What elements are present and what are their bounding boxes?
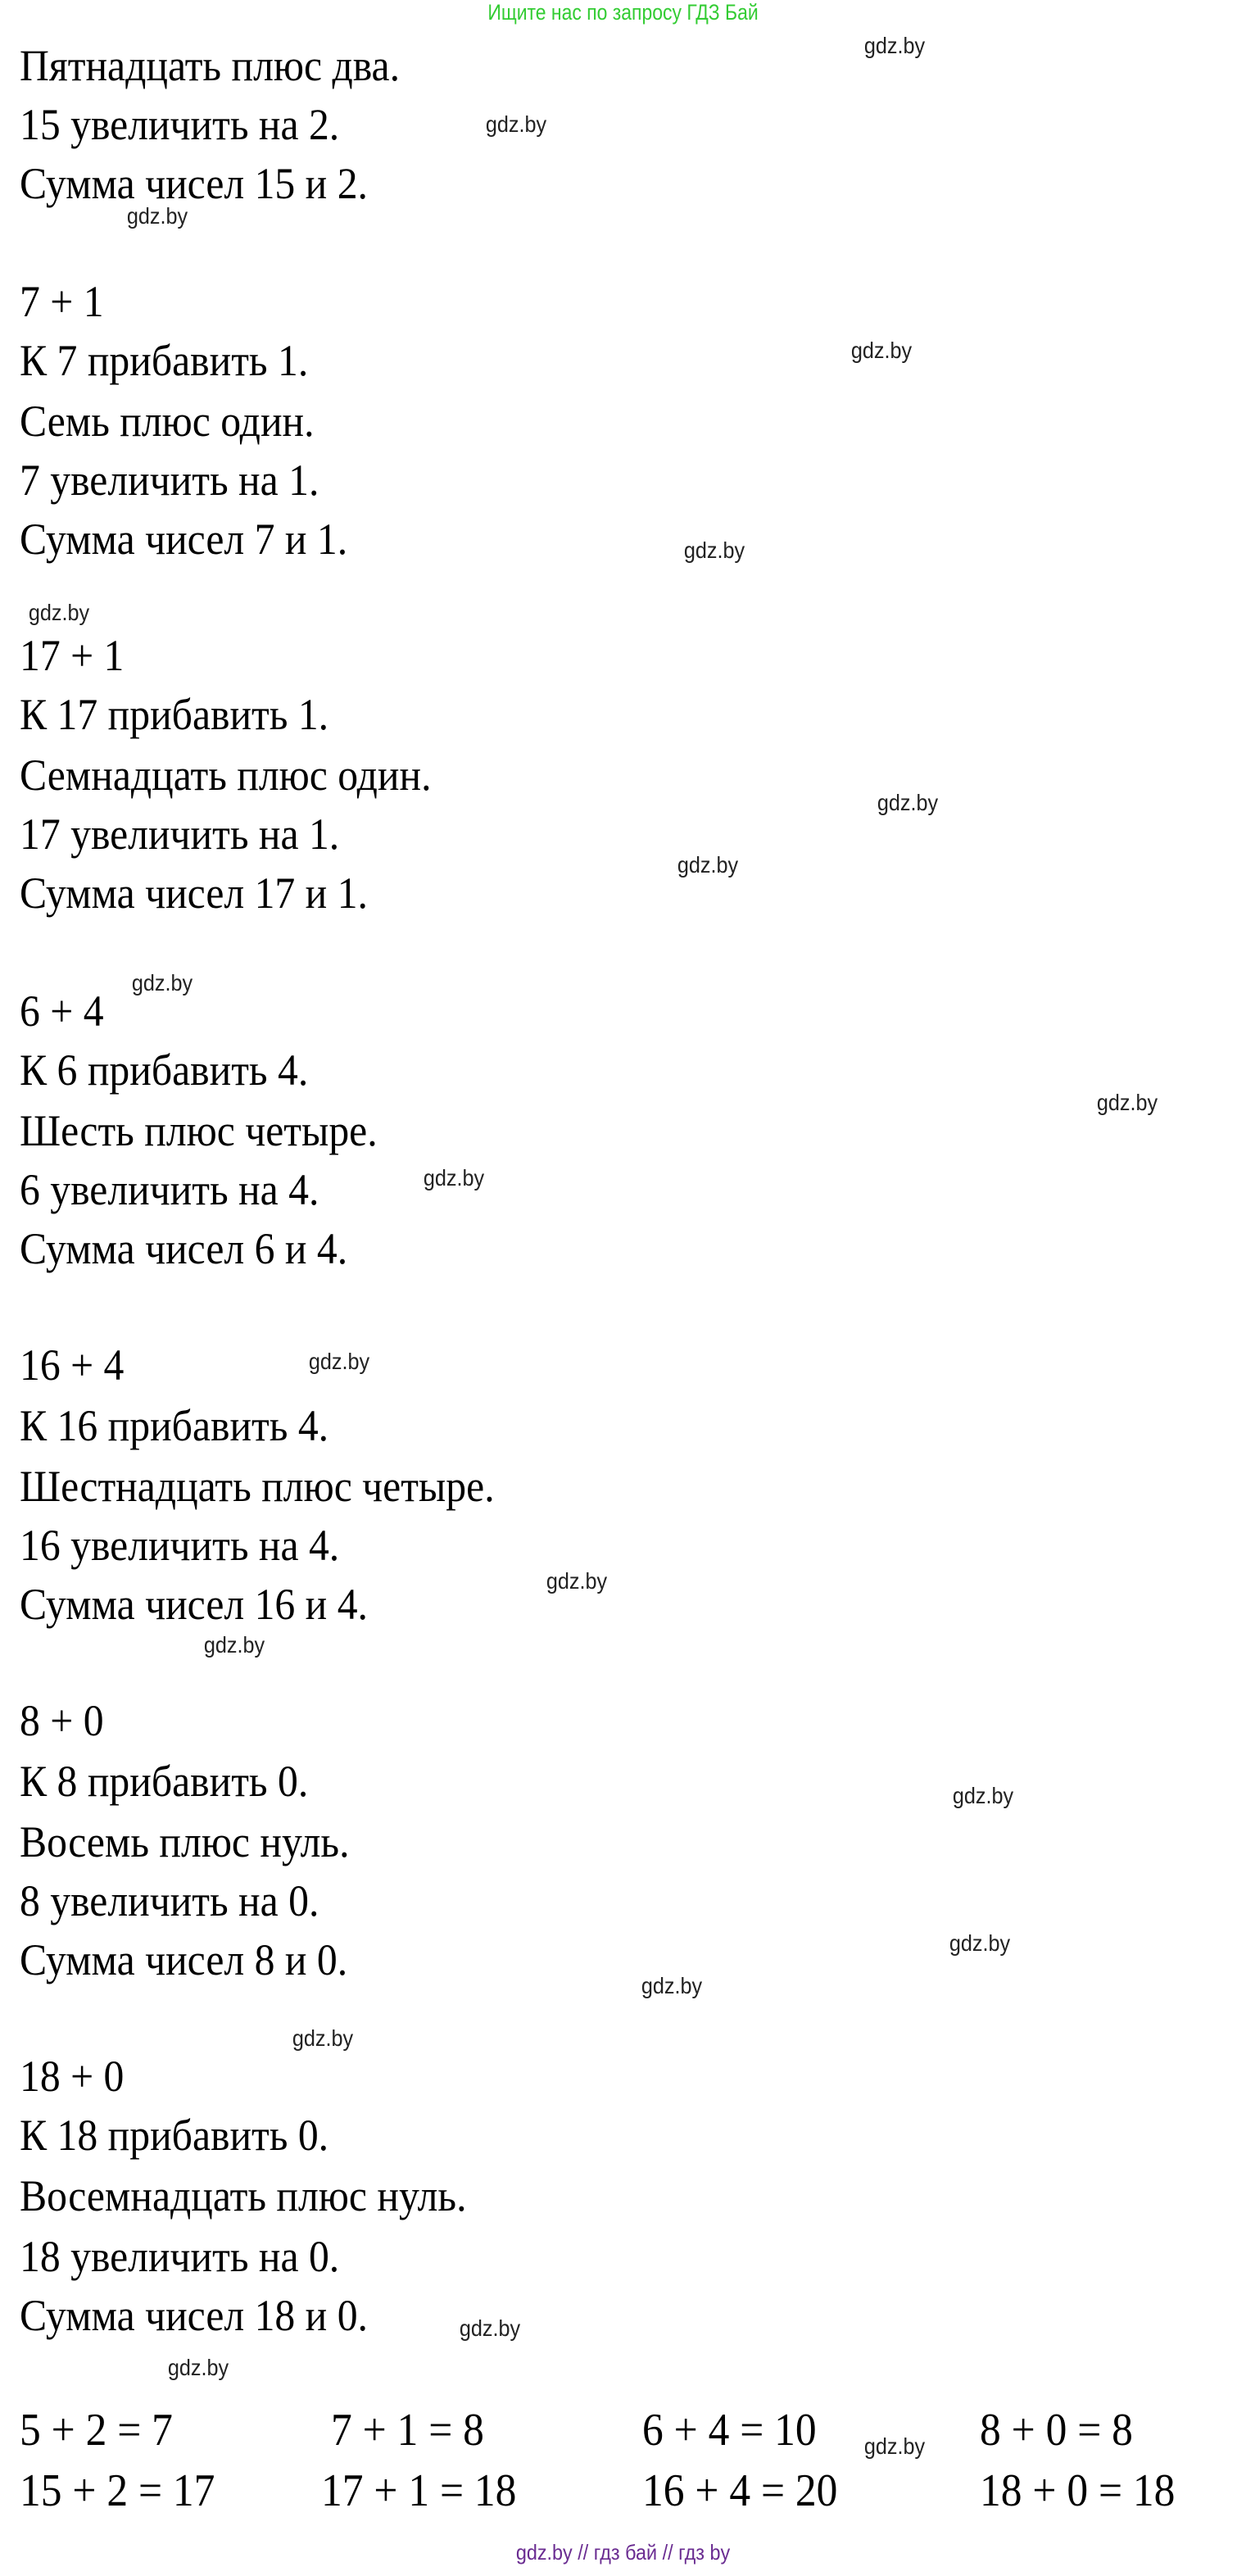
text-line: 15 увеличить на 2. <box>20 100 340 149</box>
watermark: gdz.by <box>546 1568 608 1594</box>
text-line: Семь плюс один. <box>20 397 315 446</box>
watermark: gdz.by <box>641 1973 703 1998</box>
watermark: gdz.by <box>949 1930 1011 1956</box>
text-line: Пятнадцать плюс два. <box>20 41 401 90</box>
text-line: 18 + 0 <box>20 2052 125 2101</box>
text-line: Сумма чисел 16 и 4. <box>20 1580 368 1629</box>
text-line: Шестнадцать плюс четыре. <box>20 1462 495 1511</box>
text-line: К 18 прибавить 0. <box>20 2111 329 2160</box>
text-line: Сумма чисел 7 и 1. <box>20 515 348 564</box>
text-line: К 17 прибавить 1. <box>20 690 329 739</box>
watermark: gdz.by <box>683 537 745 563</box>
text-line: 6 увеличить на 4. <box>20 1165 319 1214</box>
watermark: gdz.by <box>126 203 188 229</box>
search-banner: Ищите нас по запросу ГДЗ Бай <box>487 0 759 25</box>
text-line: Восемнадцать плюс нуль. <box>20 2171 467 2220</box>
watermark: gdz.by <box>850 338 913 363</box>
text-line: 6 + 4 <box>20 986 104 1036</box>
watermark: gdz.by <box>863 2433 926 2459</box>
text-line: Сумма чисел 18 и 0. <box>20 2291 368 2340</box>
equation: 7 + 1 = 8 <box>331 2405 484 2456</box>
text-line: Сумма чисел 17 и 1. <box>20 868 368 918</box>
watermark: gdz.by <box>1096 1090 1158 1115</box>
watermark: gdz.by <box>952 1783 1014 1808</box>
text-line: К 8 прибавить 0. <box>20 1757 309 1806</box>
watermark: gdz.by <box>677 852 739 878</box>
equation: 6 + 4 = 10 <box>642 2405 817 2456</box>
text-line: Сумма чисел 8 и 0. <box>20 1935 348 1984</box>
text-line: Сумма чисел 15 и 2. <box>20 159 368 208</box>
equation: 15 + 2 = 17 <box>20 2465 215 2516</box>
watermark: gdz.by <box>308 1349 370 1374</box>
watermark: gdz.by <box>485 111 547 137</box>
text-line: 8 + 0 <box>20 1696 104 1745</box>
watermark: gdz.by <box>28 600 90 625</box>
watermark: gdz.by <box>877 790 939 815</box>
text-line: К 16 прибавить 4. <box>20 1401 329 1450</box>
watermark: gdz.by <box>423 1165 485 1190</box>
text-line: 16 + 4 <box>20 1340 125 1390</box>
text-line: 7 увеличить на 1. <box>20 456 319 505</box>
watermark: gdz.by <box>167 2355 229 2380</box>
text-line: 17 + 1 <box>20 631 125 680</box>
footer-credits: gdz.by // гдз бай // гдз by <box>515 2540 731 2565</box>
text-line: Сумма чисел 6 и 4. <box>20 1224 348 1273</box>
text-line: 7 + 1 <box>20 277 104 326</box>
text-line: Семнадцать плюс один. <box>20 751 432 800</box>
equation: 18 + 0 = 18 <box>980 2465 1176 2516</box>
text-line: 17 увеличить на 1. <box>20 810 340 859</box>
watermark: gdz.by <box>863 33 926 58</box>
text-line: 18 увеличить на 0. <box>20 2232 340 2281</box>
text-line: Шесть плюс четыре. <box>20 1106 378 1155</box>
watermark: gdz.by <box>131 970 193 995</box>
text-line: К 7 прибавить 1. <box>20 336 309 385</box>
equation: 8 + 0 = 8 <box>980 2405 1133 2456</box>
text-line: 16 увеличить на 4. <box>20 1521 340 1570</box>
text-line: Восемь плюс нуль. <box>20 1817 350 1866</box>
equation: 16 + 4 = 20 <box>642 2465 838 2516</box>
watermark: gdz.by <box>203 1632 265 1658</box>
watermark: gdz.by <box>459 2315 521 2341</box>
text-line: 8 увеличить на 0. <box>20 1876 319 1925</box>
watermark: gdz.by <box>292 2025 354 2051</box>
equation: 17 + 1 = 18 <box>321 2465 517 2516</box>
text-line: К 6 прибавить 4. <box>20 1045 309 1095</box>
equation: 5 + 2 = 7 <box>20 2405 173 2456</box>
